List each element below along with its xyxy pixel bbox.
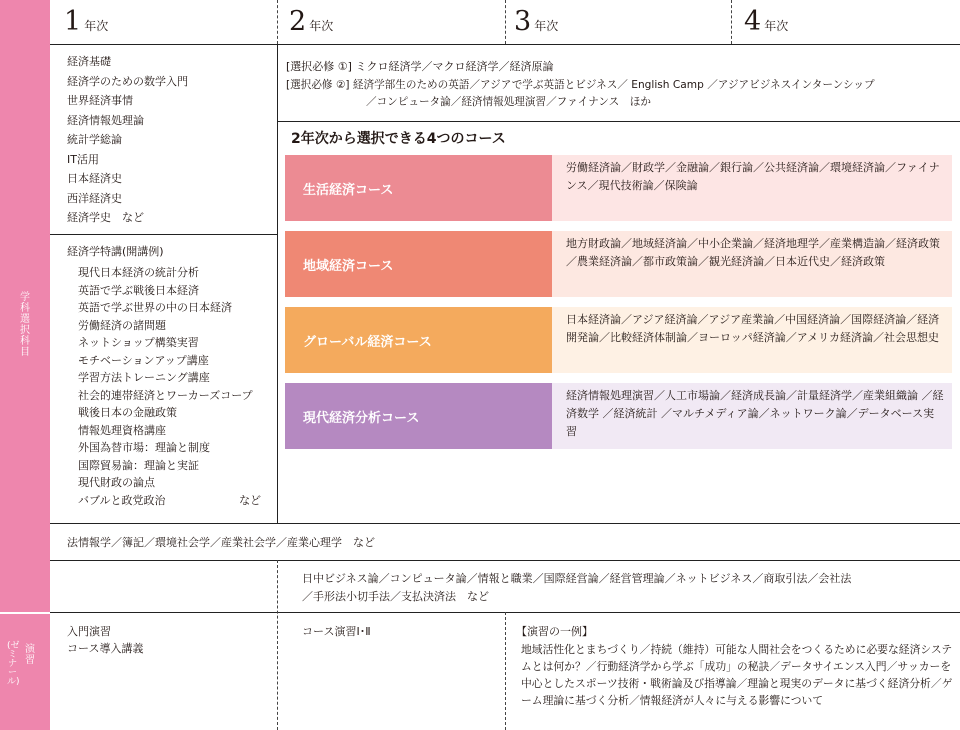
row-divider-2 — [50, 560, 960, 561]
list-item: 現代日本経済の統計分析 — [78, 266, 199, 279]
list-item: 英語で学ぶ世界の中の日本経済 — [78, 301, 232, 314]
seminar-year1-1: 入門演習 — [67, 625, 111, 638]
course-life-economy: 生活経済コース — [285, 155, 552, 221]
seminar-example-title: 【演習の一例】 — [516, 625, 593, 638]
year-4-heading: 4 年次 — [744, 6, 789, 37]
special-lectures-title: 経済学特講(開講例) — [67, 245, 164, 258]
seminar-year2: コース演習Ⅰ･Ⅱ — [302, 625, 371, 638]
list-item: 学習方法トレーニング講座 — [78, 371, 210, 384]
courses-title: 2年次から選択できる4つのコース — [291, 131, 506, 147]
course-modern-analysis: 現代経済分析コース — [285, 383, 552, 449]
required-1-text: ミクロ経済学／マクロ経済学／経済原論 — [355, 60, 554, 73]
list-item: モチベーションアップ講座 — [78, 353, 209, 367]
list-item: 情報処理資格講座 — [78, 423, 166, 437]
year1-divider — [50, 234, 277, 235]
course-global-economy: グローバル経済コース — [285, 307, 552, 373]
list-item: 経済学のための数学入門 — [67, 74, 188, 88]
year-2-heading: 2 年次 — [289, 6, 334, 37]
seminar-sublabel: (ゼミナール) — [7, 641, 20, 687]
list-item — [78, 492, 261, 510]
list-item: 英語で学ぶ戦後日本経済 — [78, 283, 199, 297]
business-subjects-2: ／手形法小切手法／支払決済法 など — [302, 590, 489, 603]
course-regional-economy: 地域経済コース — [285, 231, 552, 297]
list-item: 経済基礎 — [67, 55, 111, 68]
row-divider-1 — [50, 523, 960, 524]
list-item: 経済情報処理論 — [67, 113, 144, 127]
course-modern-analysis-desc: 経済情報処理演習／人工市場論／経済成長論／計量経済学／産業組織論 ／経済数学 ／経済統計 ／マルチメディア論／ネットワーク論／データベース実習 — [552, 383, 952, 449]
list-item: 国際貿易論：理論と実証 — [78, 458, 199, 472]
list-item-suffix: など — [239, 493, 262, 507]
required-line-2 — [286, 77, 875, 94]
list-item: 経済学史 など — [67, 211, 144, 224]
elective-label: 学科選択科目 — [20, 292, 30, 358]
list-item: 戦後日本の金融政策 — [78, 406, 177, 419]
list-item: 現代財政の論点 — [78, 476, 155, 489]
list-item: IT活用 — [67, 152, 99, 166]
dash-y3-bottom — [505, 612, 506, 730]
dash-y4-top — [731, 0, 732, 44]
seminar-year1-2: コース導入講義 — [67, 642, 144, 655]
list-item: 労働経済の諸問題 — [78, 318, 166, 332]
required-line-2-cont: ／コンピュータ論／経済情報処理演習／ファイナンス ほか — [366, 96, 651, 108]
seminar-example-text: 地域活性化とまちづくり／持続（維持）可能な人間社会をつくるために必要な経済システムとは何か？／行動経済学から学ぶ「成功」の秘訣／データサイエンス入門／サッカーを中心としたスポーツ技術・戦術論及び指導論／理論と現実のデータに基づく経済分析／ゲーム理論に基づく分析／情報経済が人々に与える影響について — [521, 643, 953, 707]
course-regional-economy-desc: 地方財政論／地域経済論／中小企業論／経済地理学／産業構造論／経済政策／農業経済論／都市政策論／観光経済論／日本近代史／経済政策 — [552, 231, 952, 297]
required-2-label: [選択必修 ②] — [286, 79, 350, 91]
dash-y2-top — [277, 0, 278, 44]
business-subjects-1: 日中ビジネス論／コンピュータ論／情報と職業／国際経営論／経営管理論／ネットビジネス／商取引法／会社法 — [302, 572, 852, 585]
course-global-economy-desc: 日本経済論／アジア経済論／アジア産業論／中国経済論／国際経済論／経済開発論／比較経済体制論／ヨーロッパ経済論／アメリカ経済論／社会思想史 — [552, 307, 952, 373]
dash-y3-top — [505, 0, 506, 44]
year1-basic-list — [67, 52, 188, 228]
course-life-economy-desc: 労働経済論／財政学／金融論／銀行論／公共経済論／環境経済論／ファイナンス／現代技術論／保険論 — [552, 155, 952, 221]
list-item: ネットショップ構築実習 — [78, 336, 199, 349]
list-item: 外国為替市場：理論と制度 — [78, 441, 210, 454]
list-item-text: バブルと政党政治 — [78, 493, 166, 507]
required-divider — [278, 121, 960, 122]
year-1-heading: 1 年次 — [64, 6, 109, 37]
dash-y2-bottom — [277, 560, 278, 730]
list-item: 西洋経済史 — [67, 191, 122, 205]
elective-side-bar — [0, 44, 50, 612]
special-lectures-list — [78, 264, 261, 509]
other-subjects: 法情報学／簿記／環境社会学／産業社会学／産業心理学 など — [67, 536, 375, 549]
list-item: 社会的連帯経済とワーカーズコープ — [78, 388, 253, 402]
header-side-bar — [0, 0, 50, 44]
col-divider-year1 — [277, 44, 278, 523]
required-2-text: 経済学部生のための英語／アジアで学ぶ英語とビジネス／ English Camp ／アジアビジネスインターンシップ — [352, 79, 875, 91]
year-3-heading: 3 年次 — [514, 6, 559, 37]
list-item: 統計学総論 — [67, 133, 122, 146]
required-line-1 — [286, 58, 553, 75]
required-1-label: [選択必修 ①] — [286, 60, 352, 73]
header-divider — [50, 44, 960, 45]
list-item: 日本経済史 — [67, 172, 122, 185]
seminar-side-bar — [0, 614, 50, 730]
seminar-label: 演習 — [25, 644, 35, 666]
list-item: 世界経済事情 — [67, 94, 133, 107]
